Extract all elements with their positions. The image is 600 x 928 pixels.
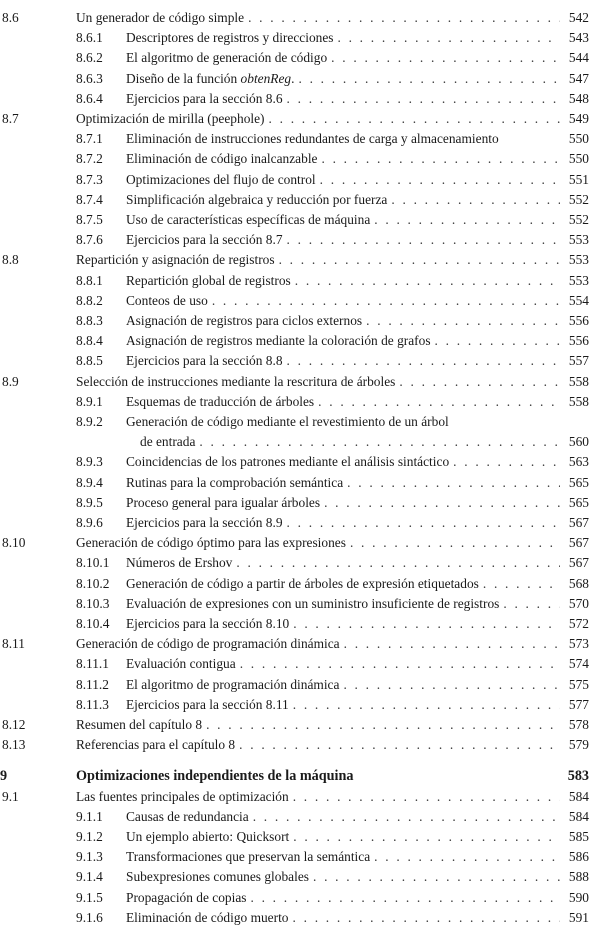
toc-entry-page: 558 <box>568 373 589 389</box>
dot-leader <box>374 847 560 867</box>
toc-entry-page: 557 <box>568 353 589 369</box>
toc-entry[interactable] <box>0 735 600 755</box>
dot-leader <box>343 675 560 695</box>
toc-entry-number: 8.7.5 <box>76 212 103 227</box>
dot-leader <box>236 553 560 573</box>
toc-entry[interactable] <box>0 654 600 674</box>
toc-entry-title: Propagación de copias <box>126 889 247 905</box>
toc-entry-title: Evaluación de expresiones con un suministro insuficiente de registros <box>126 595 500 611</box>
dot-leader <box>366 311 560 331</box>
toc-entry-title: Esquemas de traducción de árboles <box>126 393 315 409</box>
toc-entry-number: 8.9 <box>2 373 19 389</box>
toc-entry-title: Subexpresiones comunes globales <box>126 869 309 885</box>
toc-entry-number: 9.1.4 <box>76 869 103 885</box>
toc-entry[interactable] <box>0 867 600 887</box>
toc-entry-number: 8.11.2 <box>76 676 109 692</box>
dot-leader <box>250 888 560 908</box>
toc-entry-title: Ejercicios para la sección 8.11 <box>126 696 289 712</box>
toc-entry-title: Rutinas para la comprobación semántica <box>126 474 344 490</box>
toc-entry-number: 8.9.1 <box>76 393 103 409</box>
toc-entry[interactable] <box>0 888 600 908</box>
dot-leader <box>287 230 560 250</box>
dot-leader <box>344 634 560 654</box>
toc-entry-title: Generación de código a partir de árboles de expresión etiquetados <box>126 575 479 591</box>
toc-entry-page: 572 <box>568 616 589 631</box>
dot-leader <box>347 473 560 493</box>
dot-leader <box>435 331 560 351</box>
toc-entry-page: 548 <box>568 90 589 106</box>
toc-entry-page: 552 <box>568 212 589 227</box>
toc-entry[interactable] <box>0 392 600 412</box>
toc-entry[interactable] <box>0 250 600 270</box>
toc-entry[interactable] <box>0 452 600 472</box>
toc-entry-number: 8.10.3 <box>76 595 110 611</box>
dot-leader <box>503 594 560 614</box>
toc-entry-page: 549 <box>568 111 589 126</box>
toc-entry-number: 9 <box>0 768 8 785</box>
toc-entry-page: 553 <box>568 232 589 248</box>
toc-entry-page: 544 <box>568 50 589 66</box>
toc-entry-title: Eliminación de instrucciones redundantes de carga y almacenamiento <box>126 131 499 147</box>
toc-entry-number: 8.11 <box>2 636 25 652</box>
toc-entry[interactable] <box>0 129 600 149</box>
toc-entry-number: 8.8.1 <box>76 272 103 288</box>
toc-entry[interactable] <box>0 69 600 89</box>
toc-entry-number: 8.8.5 <box>76 353 103 369</box>
toc-entry-page: 591 <box>568 909 589 925</box>
toc-entry-title: Generación de código mediante el revestimiento de un árbol <box>126 414 449 429</box>
toc-entry[interactable] <box>0 170 600 190</box>
toc-entry-number: 8.8 <box>2 252 19 268</box>
toc-entry-page: 558 <box>568 393 589 409</box>
toc-entry[interactable] <box>0 675 600 695</box>
dot-leader <box>279 250 560 270</box>
dot-leader <box>293 695 560 715</box>
dot-leader <box>206 715 560 735</box>
toc-entry-title: Eliminación de código muerto <box>126 909 289 925</box>
toc-entry-number: 8.11.3 <box>76 696 109 712</box>
toc-entry-number: 8.12 <box>2 717 26 732</box>
toc-entry-title: Ejercicios para la sección 8.8 <box>126 353 283 369</box>
dot-leader <box>324 493 560 513</box>
dot-leader <box>269 109 560 129</box>
toc-entry-title: Ejercicios para la sección 8.7 <box>126 232 283 248</box>
dot-leader <box>287 513 560 533</box>
toc-entry-number: 8.8.4 <box>76 333 103 349</box>
toc-entry-number: 8.8.2 <box>76 292 103 308</box>
toc-entry-title: Ejercicios para la sección 8.6 <box>126 90 283 106</box>
toc-entry-page: 578 <box>568 717 589 732</box>
toc-entry[interactable] <box>0 614 600 634</box>
dot-leader <box>483 574 560 594</box>
toc-entry-title: Repartición global de registros <box>126 272 291 288</box>
dot-leader <box>287 351 560 371</box>
toc-entry[interactable] <box>0 351 600 371</box>
toc-entry[interactable] <box>0 807 600 827</box>
toc-entry-page: 552 <box>568 191 589 207</box>
toc-entry-title: Uso de características específicas de máquina <box>126 212 371 227</box>
toc-entry-number: 9.1.3 <box>76 849 103 865</box>
toc-entry-number: 8.9.6 <box>76 515 103 530</box>
dot-leader <box>293 614 560 634</box>
dot-leader <box>331 48 560 68</box>
dot-leader <box>293 908 560 928</box>
toc-entry-number: 8.10.2 <box>76 575 110 591</box>
toc-entry-title: Evaluación contigua <box>126 656 236 672</box>
toc-entry[interactable] <box>0 574 600 594</box>
toc-entry-page: 565 <box>568 474 589 490</box>
toc-entry-number: 8.9.2 <box>76 414 103 429</box>
toc-entry[interactable] <box>0 230 600 250</box>
toc-entry-page: 550 <box>568 151 589 167</box>
toc-entry-number: 8.7.2 <box>76 151 103 167</box>
dot-leader <box>293 827 560 847</box>
dot-leader <box>239 735 560 755</box>
dot-leader <box>293 787 560 807</box>
toc-entry[interactable] <box>0 787 600 807</box>
toc-entry-title: Causas de redundancia <box>126 808 249 824</box>
toc-entry-page: 563 <box>568 454 589 470</box>
toc-entry-title: El algoritmo de generación de código <box>126 50 328 66</box>
toc-entry-number: 8.7.6 <box>76 232 103 248</box>
toc-entry-title: Un ejemplo abierto: Quicksort <box>126 829 290 844</box>
toc-entry-number: 8.13 <box>2 737 26 753</box>
toc-entry[interactable] <box>0 311 600 331</box>
toc-entry-title: Optimizaciones del flujo de control <box>126 171 316 187</box>
toc-entry[interactable] <box>0 190 600 210</box>
toc-entry-title: Simplificación algebraica y reducción por fuerza <box>126 191 388 207</box>
toc-entry-page: 588 <box>568 869 589 885</box>
dot-leader <box>337 28 560 48</box>
toc-entry-page: 542 <box>568 10 589 25</box>
toc-entry-page: 573 <box>568 636 589 652</box>
toc-entry-title: Un generador de código simple <box>76 10 245 25</box>
toc-entry[interactable] <box>0 533 600 553</box>
toc-entry-page: 550 <box>568 131 589 147</box>
toc-entry-page: 584 <box>568 808 589 824</box>
toc-entry-page: 590 <box>568 889 589 905</box>
toc-entry-number: 9.1.5 <box>76 889 103 905</box>
toc-entry-number: 9.1.1 <box>76 808 103 824</box>
toc-entry-number: 8.9.3 <box>76 454 103 470</box>
toc-entry-page: 553 <box>568 252 589 268</box>
toc-entry-number: 8.7.1 <box>76 131 103 147</box>
toc-entry-page: 575 <box>568 676 589 692</box>
toc-entry-page: 560 <box>568 434 589 450</box>
toc-entry-number: 8.6.3 <box>76 70 103 86</box>
toc-entry-title: Descriptores de registros y direcciones <box>126 30 334 46</box>
toc-entry[interactable] <box>0 634 600 654</box>
toc-entry-number: 8.10.1 <box>76 555 110 571</box>
toc-entry-page: 579 <box>568 737 589 753</box>
toc-entry-number: 8.9.5 <box>76 494 103 510</box>
dot-leader <box>453 452 560 472</box>
toc-entry-title: Las fuentes principales de optimización <box>76 788 289 804</box>
toc-entry[interactable] <box>0 432 600 452</box>
toc-entry[interactable] <box>0 715 600 735</box>
dot-leader <box>399 372 560 392</box>
toc-entry-title: Resumen del capítulo 8 <box>76 717 203 732</box>
toc-entry-page: 543 <box>568 30 589 46</box>
toc-entry-title: Optimizaciones independientes de la máquina <box>76 768 354 785</box>
toc-entry[interactable] <box>0 766 600 786</box>
toc-entry[interactable] <box>0 908 600 928</box>
dot-leader <box>248 8 560 28</box>
toc-entry[interactable] <box>0 553 600 573</box>
toc-entry-page: 556 <box>568 313 589 328</box>
toc-entry-number: 9.1.6 <box>76 909 103 925</box>
toc-entry-number: 8.7.4 <box>76 191 103 207</box>
dot-leader <box>391 190 560 210</box>
toc-entry-title: Asignación de registros para ciclos externos <box>126 313 363 328</box>
toc-entry[interactable] <box>0 695 600 715</box>
toc-entry[interactable] <box>0 412 600 432</box>
toc-entry-title: Proceso general para igualar árboles <box>126 494 321 510</box>
toc-entry-number: 8.10 <box>2 535 26 551</box>
toc-entry-page: 584 <box>568 788 589 804</box>
toc-entry-number: 8.11.1 <box>76 656 109 672</box>
dot-leader <box>287 89 560 109</box>
toc-entry[interactable] <box>0 8 600 28</box>
toc-entry-title: Números de Ershov <box>126 555 233 571</box>
dot-leader <box>295 271 560 291</box>
dot-leader <box>320 170 560 190</box>
toc-entry[interactable] <box>0 149 600 169</box>
toc-entry-number: 8.6.4 <box>76 90 103 106</box>
dot-leader <box>240 654 560 674</box>
toc-entry[interactable] <box>0 827 600 847</box>
toc-entry-number: 9.1.2 <box>76 829 103 844</box>
toc-entry[interactable] <box>0 493 600 513</box>
toc-entry-number: 8.6.1 <box>76 30 103 46</box>
toc-entry-page: 577 <box>568 696 589 712</box>
toc-entry[interactable] <box>0 847 600 867</box>
toc-entry-page: 568 <box>568 575 589 591</box>
toc-entry-page: 567 <box>568 515 589 530</box>
dot-leader <box>318 392 560 412</box>
toc-entry[interactable] <box>0 372 600 392</box>
toc-entry-page: 554 <box>568 292 589 308</box>
toc-entry[interactable] <box>0 210 600 230</box>
toc-entry-page: 586 <box>568 849 589 865</box>
toc-entry-page: 547 <box>568 70 589 86</box>
toc-entry[interactable] <box>0 473 600 493</box>
toc-entry-number: 8.10.4 <box>76 616 110 631</box>
toc-entry[interactable] <box>0 513 600 533</box>
toc-entry-title: Ejercicios para la sección 8.10 <box>126 616 290 631</box>
toc-entry-number: 8.6 <box>2 10 19 25</box>
dot-leader <box>374 210 560 230</box>
dot-leader <box>253 807 560 827</box>
toc-entry-number: 9.1 <box>2 788 19 804</box>
toc-entry-title: Coincidencias de los patrones mediante el análisis sintáctico <box>126 454 450 470</box>
toc-entry-page: 585 <box>568 829 589 844</box>
toc-entry[interactable] <box>0 271 600 291</box>
toc-entry-number: 8.9.4 <box>76 474 103 490</box>
toc-entry[interactable] <box>0 28 600 48</box>
dot-leader <box>212 291 560 311</box>
toc-entry[interactable] <box>0 109 600 129</box>
dot-leader <box>199 432 560 452</box>
dot-leader <box>321 149 560 169</box>
dot-leader <box>350 533 560 553</box>
toc-entry-number: 8.8.3 <box>76 313 103 328</box>
toc-entry-title: Selección de instrucciones mediante la rescritura de árboles <box>76 373 396 389</box>
toc-entry-page: 583 <box>567 768 589 785</box>
toc-entry-page: 574 <box>568 656 589 672</box>
toc-entry-page: 565 <box>568 494 589 510</box>
toc-entry-title: Transformaciones que preservan la semántica <box>126 849 371 865</box>
toc-entry-number: 8.7 <box>2 111 19 126</box>
toc-entry-title: Generación de código de programación dinámica <box>76 636 340 652</box>
toc-entry-title: Diseño de la función obtenReg. <box>126 70 295 86</box>
toc-entry-page: 570 <box>568 595 589 611</box>
toc-entry-title: Repartición y asignación de registros <box>76 252 275 268</box>
toc-entry-title: Optimización de mirilla (peephole) <box>76 111 265 126</box>
toc-entry-title: Asignación de registros mediante la coloración de grafos <box>126 333 431 349</box>
dot-leader <box>298 69 560 89</box>
toc-entry-title: de entrada <box>140 434 196 450</box>
toc-entry-page: 556 <box>568 333 589 349</box>
toc-entry[interactable] <box>0 331 600 351</box>
toc-entry-page: 551 <box>568 171 589 187</box>
toc-entry-page: 567 <box>568 555 589 571</box>
toc-entry[interactable] <box>0 594 600 614</box>
toc-entry-number: 8.7.3 <box>76 171 103 187</box>
dot-leader <box>313 867 560 887</box>
toc-entry-title: El algoritmo de programación dinámica <box>126 676 340 692</box>
toc-entry-number: 8.6.2 <box>76 50 103 66</box>
toc-entry-title: Ejercicios para la sección 8.9 <box>126 515 283 530</box>
toc-entry[interactable] <box>0 48 600 68</box>
toc-entry-page: 567 <box>568 535 589 551</box>
toc-entry-title: Referencias para el capítulo 8 <box>76 737 236 753</box>
toc-entry-page: 553 <box>568 272 589 288</box>
toc-entry-title: Eliminación de código inalcanzable <box>126 151 318 167</box>
toc-entry-title: Conteos de uso <box>126 292 208 308</box>
toc-entry[interactable] <box>0 291 600 311</box>
toc-entry-title: Generación de código óptimo para las expresiones <box>76 535 346 551</box>
toc-entry[interactable] <box>0 89 600 109</box>
